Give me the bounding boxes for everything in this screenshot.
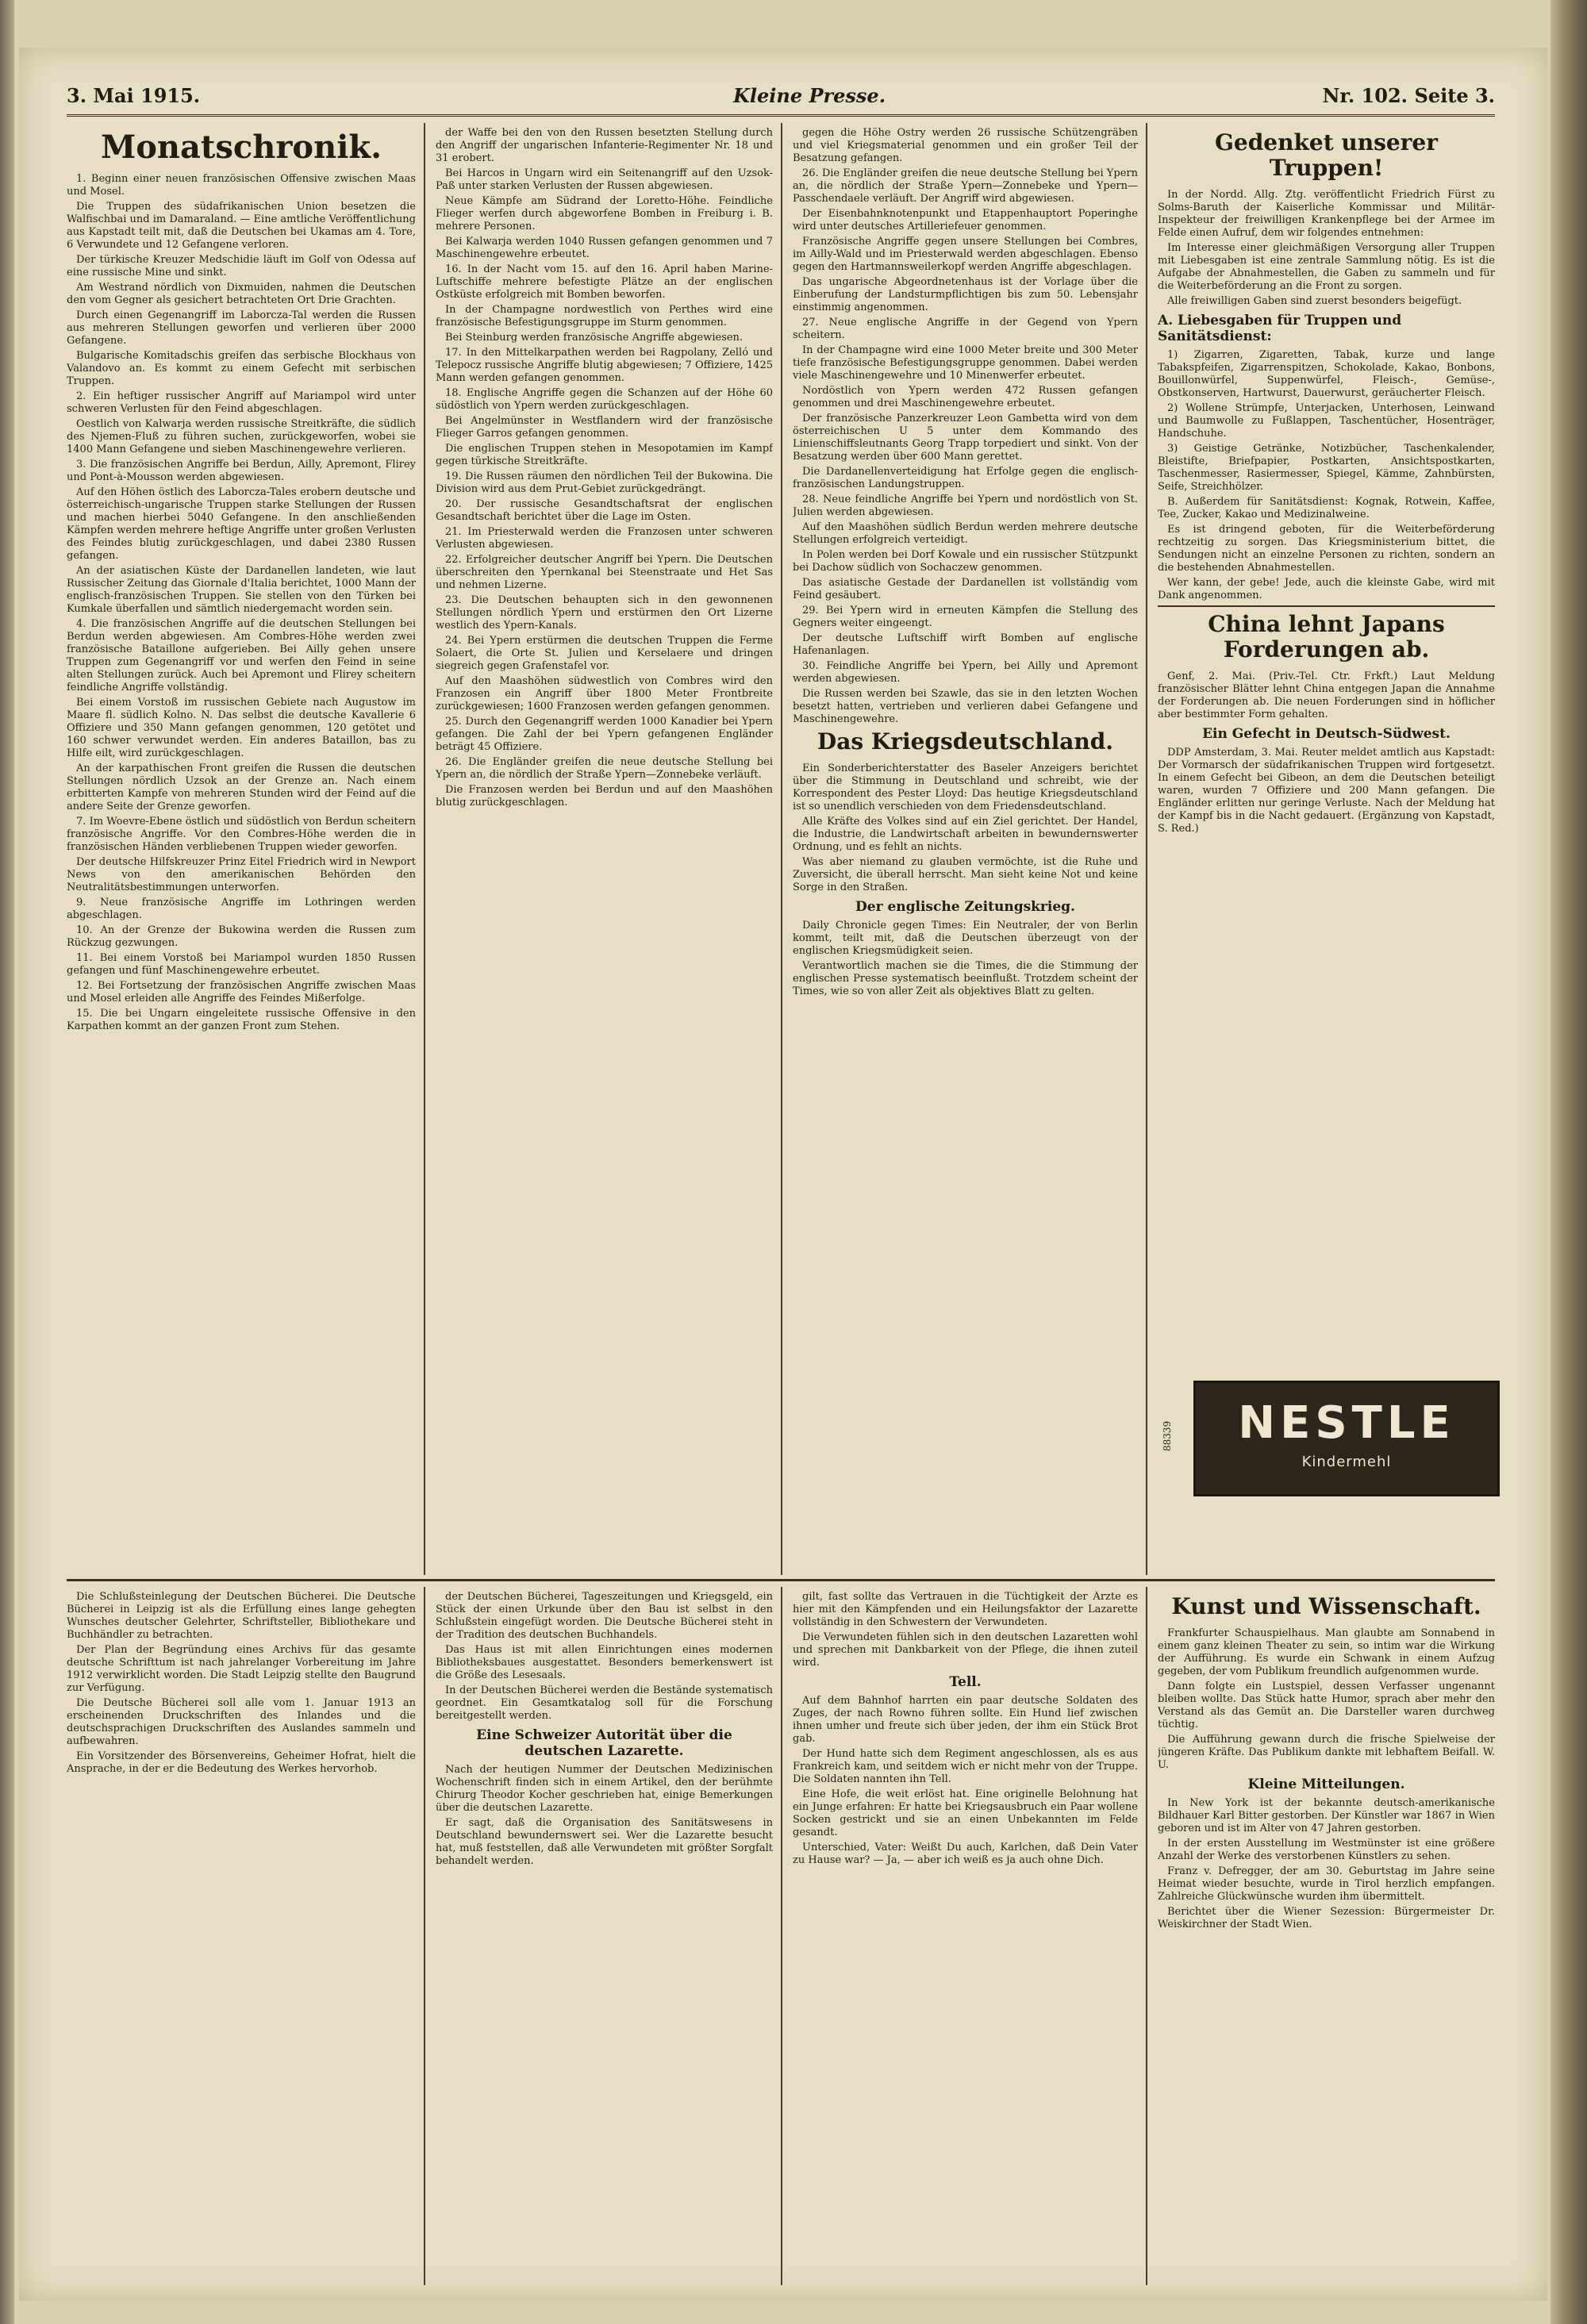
article-paragraph: Frankfurter Schauspielhaus. Man glaubte am Sonnabend in einem ganz kleinen Theater zu sein, so intim war die Wirkung der Aufführung. Es wurde ein Schwank in einem Aufzug gegeben, der vom Publikum freundlich aufgenommen wurde.: [1158, 1627, 1495, 1677]
chronik-paragraph: 23. Die Deutschen behaupten sich in den gewonnenen Stellungen nördlich Ypern und erstürmen den Ort Lizerne westlich des Ypern-Kanals.: [436, 594, 773, 632]
chronik-paragraph: Französische Angriffe gegen unsere Stellungen bei Combres, im Ailly-Wald und im Priesterwald werden abgeschlagen. Ebenso gegen den Hartmannsweilerkopf werden Angriffe abgeschlagen.: [793, 236, 1138, 273]
chronik-paragraph: Das ungarische Abgeordnetenhaus ist der Vorlage über die Einberufung der Landsturmpflichtigen bis zum 50. Lebensjahr einstimmig angenommen.: [793, 276, 1138, 313]
article-paragraph: Daily Chronicle gegen Times: Ein Neutraler, der von Berlin kommt, teilt mit, daß die Deutschen überzeugt von der englischen Kriegsmüdigkeit seien.: [793, 920, 1138, 957]
article-paragraph: Auf dem Bahnhof harrten ein paar deutsche Soldaten des Zuges, der nach Rowno führen sollte. Ein Hund lief zwischen ihnen umher und freute sich über jeden, der ihm ein Stück Brot gab.: [793, 1695, 1138, 1745]
chronik-paragraph: 27. Neue englische Angriffe in der Gegend von Ypern scheitern.: [793, 317, 1138, 341]
liebesgaben-list-title: A. Liebesgaben für Truppen und Sanitätsdienst:: [1158, 313, 1402, 344]
chronik-paragraph: Der deutsche Luftschiff wirft Bomben auf englische Hafenanlagen.: [793, 632, 1138, 657]
article-paragraph: Eine Hofe, die weit erlöst hat. Eine originelle Belohnung hat ein Junge erfahren: Er hatte bei Kriegsausbruch ein Paar wollene Socken gestrickt und sie an einen Unbekannten im Felde gesandt.: [793, 1788, 1138, 1838]
china-headline: China lehnt Japans Forderungen ab.: [1158, 605, 1495, 663]
chronik-paragraph: Die englischen Truppen stehen in Mesopotamien im Kampf gegen türkische Streitkräfte.: [436, 443, 773, 467]
zeitungskrieg-subtitle: Der englische Zeitungskrieg.: [855, 899, 1075, 915]
chronik-paragraph: 22. Erfolgreicher deutscher Angriff bei Ypern. Die Deutschen überschreiten den Ypernkanal bei Steenstraate und Het Sas und nehmen Lizerne.: [436, 554, 773, 591]
monatschronik-title: Monatschronik.: [100, 129, 382, 166]
article-paragraph: DDP Amsterdam, 3. Mai. Reuter meldet amtlich aus Kapstadt: Der Vormarsch der südafrikanischen Truppen wird fortgesetzt. In einem Gefecht bei Gibeon, an dem die Deutschen beteiligt waren, wurden 7 Offiziere und 200 Mann gefangen. Die Engländer erlitten nur geringe Verluste. Nach der Meldung hat der Kampf bis in die Nacht gedauert. (Ergänzung von Kapstadt, S. Red.): [1158, 747, 1495, 835]
chronik-paragraph: 12. Bei Fortsetzung der französischen Angriffe zwischen Maas und Mosel erleiden alle Angriffe des Feindes Mißerfolge.: [67, 980, 416, 1005]
book-binding-left: [0, 0, 14, 2324]
article-paragraph: Er sagt, daß die Organisation des Sanitätswesens in Deutschland bewundernswert sei. Wer die Lazarette besucht hat, muß feststellen, daß alle Verwundeten mit größter Sorgfalt behandelt werden.: [436, 1817, 773, 1867]
chronik-paragraph: Auf den Höhen östlich des Laborcza-Tales erobern deutsche und österreichisch-ungarische Truppen starke Stellungen der Russen und machen hierbei 5040 Gefangene. In den anschließenden Kämpfen werden mehrere heftige Angriffe unter großen Verlusten des Feindes blutig zurückgeschlagen, und dabei 2380 Russen gefangen.: [67, 486, 416, 562]
chronik-paragraph: Der türkische Kreuzer Medschidie läuft im Golf von Odessa auf eine russische Mine und sinkt.: [67, 254, 416, 278]
lazarette-headline: Eine Schweizer Autorität über die deutschen Lazarette.: [476, 1727, 732, 1759]
list-item: B. Außerdem für Sanitätsdienst: Kognak, Rotwein, Kaffee, Tee, Zucker, Kakao und Medizinalweine.: [1158, 496, 1495, 520]
chronik-paragraph: 1. Beginn einer neuen französischen Offensive zwischen Maas und Mosel.: [67, 173, 416, 198]
header-paper-name: Kleine Presse.: [733, 84, 886, 107]
chronik-paragraph: gegen die Höhe Ostry werden 26 russische Schützengräben und viel Kriegsmaterial genommen und ein großer Teil der Besatzung gefangen.: [793, 127, 1138, 164]
article-paragraph: Dann folgte ein Lustspiel, dessen Verfasser ungenannt bleiben wollte. Das Stück hatte Humor, sprach aber mehr den Verstand als das Gemüt an. Die Darsteller waren durchweg tüchtig.: [1158, 1681, 1495, 1731]
gedenket-title: Gedenket unserer Truppen!: [1215, 129, 1438, 181]
kriegsdeutschland-title: Das Kriegsdeutschland.: [817, 728, 1114, 755]
nestle-advertisement: [1193, 1381, 1500, 1496]
article-paragraph: Ein Vorsitzender des Börsenvereins, Geheimer Hofrat, hielt die Ansprache, in der er die Bedeutung des Werkes hervorhob.: [67, 1750, 416, 1775]
column-rule: [781, 123, 782, 1575]
column-rule: [781, 1587, 782, 2285]
chronik-paragraph: 30. Feindliche Angriffe bei Ypern, bei Ailly und Apremont werden abgewiesen.: [793, 660, 1138, 685]
chronik-paragraph: 26. Die Engländer greifen die neue deutsche Stellung bei Ypern an, die nördlich der Straße Ypern—Zonnebeke verläuft.: [436, 756, 773, 781]
article-paragraph: Im Interesse einer gleichmäßigen Versorgung aller Truppen mit Liebesgaben ist eine zentrale Sammlung nötig. Es ist die Aufgabe der Abnahmestellen, die Gaben zu sammeln und für die Weiterbeförderung an die Front zu sorgen.: [1158, 242, 1495, 292]
tell-subtitle: Tell.: [949, 1674, 982, 1690]
chronik-paragraph: der Waffe bei den von den Russen besetzten Stellung durch den Angriff der ungarischen Infanterie-Regimenter Nr. 18 und 31 erobert.: [436, 127, 773, 164]
column-tell: [793, 1591, 1138, 2281]
article-paragraph: Alle Kräfte des Volkes sind auf ein Ziel gerichtet. Der Handel, die Industrie, die Landwirtschaft arbeiten in bewundernswerter Ordnung, und es fehlt an nichts.: [793, 816, 1138, 853]
column-rule: [424, 123, 425, 1575]
chronik-paragraph: 25. Durch den Gegenangriff werden 1000 Kanadier bei Ypern gefangen. Die Zahl der bei Ypern gefangenen Engländer beträgt 45 Offiziere.: [436, 716, 773, 753]
chronik-paragraph: 20. Der russische Gesandtschaftsrat der englischen Gesandtschaft berichtet über die Lage im Osten.: [436, 498, 773, 523]
chronik-paragraph: 19. Die Russen räumen den nördlichen Teil der Bukowina. Die Division wird aus dem Prut-Gebiet zurückgedrängt.: [436, 471, 773, 495]
chronik-paragraph: 29. Bei Ypern wird in erneuten Kämpfen die Stellung des Gegners weiter eingeengt.: [793, 605, 1138, 629]
chronik-paragraph: 9. Neue französische Angriffe im Lothringen werden abgeschlagen.: [67, 897, 416, 921]
column-gedenket: [1158, 127, 1495, 1365]
chronik-paragraph: Der Eisenbahnknotenpunkt und Etappenhauptort Poperinghe wird unter deutsches Artilleriefeuer genommen.: [793, 208, 1138, 232]
chronik-paragraph: In Polen werden bei Dorf Kowale und ein russischer Stützpunkt bei Dachow südlich von Sochaczew genommen.: [793, 549, 1138, 574]
chronik-paragraph: Die Dardanellenverteidigung hat Erfolge gegen die englisch-französischen Landungstruppen.: [793, 466, 1138, 490]
chronik-paragraph: 3. Die französischen Angriffe bei Berdun, Ailly, Apremont, Flirey und Pont-à-Mousson werden abgewiesen.: [67, 459, 416, 483]
column-rule: [1146, 1587, 1147, 2285]
chronik-paragraph: Der französische Panzerkreuzer Leon Gambetta wird von dem österreichischen U 5 unter dem Kommando des Linienschiffsleutnants Georg Trapp torpediert und sinkt. Von der Besatzung werden über 600 Mann gerettet.: [793, 413, 1138, 463]
article-paragraph: Das Haus ist mit allen Einrichtungen eines modernen Bibliotheksbaues ausgestattet. Besonders bemerkenswert ist die Größe des Lesesaals.: [436, 1644, 773, 1681]
chronik-paragraph: Oestlich von Kalwarja werden russische Streitkräfte, die südlich des Njemen-Fluß zu führen suchen, zurückgeworfen, wobei sie 1400 Mann Gefangene und sieben Maschinengewehre verlieren.: [67, 418, 416, 455]
chronik-paragraph: Neue Kämpfe am Südrand der Loretto-Höhe. Feindliche Flieger werfen durch abgeworfene Bomben in Freiburg i. B. mehrere Personen.: [436, 195, 773, 232]
chronik-paragraph: Die Truppen des südafrikanischen Union besetzen die Walfischbai und im Damaraland. — Eine amtliche Veröffentlichung aus Kapstadt teilt mit, daß die Deutschen bei Ukamas am 4. Tore, 6 Verwundete und 12 Gefangene verloren.: [67, 201, 416, 251]
column-chronik-kriegsdeutschland: [793, 127, 1138, 1571]
chronik-paragraph: 7. Im Woevre-Ebene östlich und südöstlich von Berdun scheitern französische Angriffe. Vor den Combres-Höhe werden die in französischen Händen verbliebenen Truppen wieder geworfen.: [67, 816, 416, 853]
column-rule: [424, 1587, 425, 2285]
chronik-paragraph: In der Champagne wird eine 1000 Meter breite und 300 Meter tiefe französische Befestigungsgruppe genommen. Dabei werden viele Maschinengewehre und 10 Minenwerfer erbeutet.: [793, 344, 1138, 382]
article-paragraph: gilt, fast sollte das Vertrauen in die Tüchtigkeit der Ärzte es hier mit den Kämpfenden und ein Heilungsfaktor der Lazarette vollständig in den Schwestern der Verwundeten.: [793, 1591, 1138, 1628]
chronik-paragraph: 24. Bei Ypern erstürmen die deutschen Truppen die Ferme Solaert, die Orte St. Julien und Kerselaere und dringen siegreich gegen Grafenstafel vor.: [436, 635, 773, 672]
article-paragraph: Die Verwundeten fühlen sich in den deutschen Lazaretten wohl und sprechen mit Dankbarkeit von der Pflege, die ihnen zuteil wird.: [793, 1631, 1138, 1669]
chronik-paragraph: 21. Im Priesterwald werden die Franzosen unter schweren Verlusten abgewiesen.: [436, 526, 773, 551]
article-paragraph: In der Nordd. Allg. Ztg. veröffentlicht Friedrich Fürst zu Solms-Baruth der Kaiserliche Kommissar und Militär-Inspekteur der freiwilligen Krankenpflege bei der Armee im Felde einen Aufruf, dem wir folgendes entnehmen:: [1158, 189, 1495, 239]
chronik-paragraph: Bulgarische Komitadschis greifen das serbische Blockhaus von Valandovo an. Es kommt zu einem Gefecht mit serbischen Truppen.: [67, 350, 416, 387]
chronik-paragraph: Bei Angelmünster in Westflandern wird der französische Flieger Garros gefangen genommen.: [436, 415, 773, 440]
list-item: 1) Zigarren, Zigaretten, Tabak, kurze und lange Tabakspfeifen, Zigarrenspitzen, Schokolade, Kakao, Bonbons, Bouillonwürfel, Suppenwürfel, Fleisch-, Gemüse-, Obstkonserven, Hartwurst, Dauerwurst, geräucherter Fleisch.: [1158, 349, 1495, 399]
kunst-headline: Kunst und Wissenschaft.: [1171, 1593, 1481, 1619]
chronik-paragraph: Nordöstlich von Ypern werden 472 Russen gefangen genommen und drei Maschinengewehre erbeutet.: [793, 385, 1138, 409]
article-paragraph: Ein Sonderberichterstatter des Baseler Anzeigers berichtet über die Stimmung in Deutschland und schreibt, wie der Korrespondent des Pester Lloyd: Das heutige Kriegsdeutschland ist so unendlich verschieden von dem Friedensdeutschland.: [793, 763, 1138, 812]
page-header: [67, 79, 1495, 117]
ad-code: 88339: [1162, 1420, 1173, 1452]
nestle-logo: NESTLE: [1238, 1397, 1455, 1449]
chronik-paragraph: Die Franzosen werden bei Berdun und auf den Maashöhen blutig zurückgeschlagen.: [436, 784, 773, 809]
chronik-paragraph: In der Champagne nordwestlich von Perthes wird eine französische Befestigungsgruppe im Sturm genommen.: [436, 304, 773, 328]
chronik-paragraph: Bei Steinburg werden französische Angriffe abgewiesen.: [445, 332, 744, 344]
chronik-paragraph: Das asiatische Gestade der Dardanellen ist vollständig vom Feind gesäubert.: [793, 577, 1138, 601]
chronik-paragraph: Bei Kalwarja werden 1040 Russen gefangen genommen und 7 Maschinengewehre erbeutet.: [436, 236, 773, 260]
list-item: 3) Geistige Getränke, Notizbücher, Taschenkalender, Bleistifte, Briefpapier, Postkarten, Ansichtspostkarten, Taschenmesser, Rasiermesser, Spiegel, Kämme, Zahnbürsten, Seife, Streichhölzer.: [1158, 443, 1495, 493]
article-paragraph: Die Aufführung gewann durch die frische Spielweise der jüngeren Kräfte. Das Publikum dankte mit lebhaftem Beifall. W. U.: [1158, 1734, 1495, 1771]
chronik-paragraph: 2. Ein heftiger russischer Angriff auf Mariampol wird unter schweren Verlusten für den Feind abgeschlagen.: [67, 390, 416, 415]
chronik-paragraph: Die Russen werden bei Szawle, das sie in den letzten Wochen besetzt hatten, vertrieben und verlieren dabei Gefangene und Maschinengewehre.: [793, 688, 1138, 725]
kleine-mitteilungen-subtitle: Kleine Mitteilungen.: [1247, 1777, 1405, 1792]
chronik-paragraph: Auf den Maashöhen südwestlich von Combres wird den Franzosen ein Angriff über 1800 Meter Frontbreite zurückgewiesen; 1600 Franzosen werden gefangen genommen.: [436, 675, 773, 713]
chronik-paragraph: Bei einem Vorstoß im russischen Gebiete nach Augustow im Maare fl. südlich Kolno. N. Das selbst die deutsche Kavallerie 6 Offiziere und 350 Mann gefangen genommen, 120 getötet und 160 schwer verwundet werden. Ein anderes Bataillon, bas zu Hilfe eilt, wird zurückgeschlagen.: [67, 697, 416, 759]
article-paragraph: der Deutschen Bücherei, Tageszeitungen und Kriegsgeld, ein Stück der einen Urkunde über den Bau ist selbst in den Schlußstein eingefügt worden. Die Deutsche Bücherei steht in der Tradition des deutschen Buchhandels.: [436, 1591, 773, 1641]
book-binding-right: [1550, 0, 1587, 2324]
header-date: 3. Mai 1915.: [67, 84, 201, 107]
column-chronik-continued: [436, 127, 773, 1571]
article-paragraph: Verantwortlich machen sie die Times, die die Stimmung der englischen Presse systematisch beeinflußt. Trotzdem scheint der Times, wie so von aller Zeit als objektives Blatt zu gelten.: [793, 960, 1138, 997]
article-paragraph: Was aber niemand zu glauben vermöchte, ist die Ruhe und Zuversicht, die überall herrscht. Man sieht keine Not und keine Sorge in den Straßen.: [793, 856, 1138, 893]
chronik-paragraph: Durch einen Gegenangriff im Laborcza-Tal werden die Russen aus mehreren Stellungen geworfen und verlieren über 2000 Gefangene.: [67, 309, 416, 347]
article-paragraph: Berichtet über die Wiener Sezession: Bürgermeister Dr. Weiskirchner der Stadt Wien.: [1158, 1906, 1495, 1930]
chronik-paragraph: Der deutsche Hilfskreuzer Prinz Eitel Friedrich wird in Newport News von den amerikanischen Behörden den Neutralitätsbestimmungen unterworfen.: [67, 856, 416, 893]
gefecht-headline: Ein Gefecht in Deutsch-Südwest.: [1202, 726, 1451, 742]
chronik-paragraph: 17. In den Mittelkarpathen werden bei Ragpolany, Zelló und Telepocz russische Angriffe blutig abgewiesen; 7 Offiziere, 1425 Mann werden gefangen genommen.: [436, 347, 773, 384]
chronik-paragraph: Bei Harcos in Ungarn wird ein Seitenangriff auf den Uzsok-Paß unter starken Verlusten der Russen abgewiesen.: [436, 167, 773, 192]
chronik-paragraph: An der karpathischen Front greifen die Russen die deutschen Stellungen nördlich Uzsok an der Grenze an. Nach einem erbitterten Kampfe von mehreren Stunden wird der Feind auf die andere Seite der Grenze geworfen.: [67, 763, 416, 812]
nestle-tagline: Kindermehl: [1301, 1454, 1392, 1470]
article-paragraph: Es ist dringend geboten, für die Weiterbeförderung rechtzeitig zu sorgen. Das Kriegsministerium bittet, die Sendungen nicht an einzelne Personen zu richten, sondern an die bestehenden Abnahmestellen.: [1158, 524, 1495, 574]
article-paragraph: In New York ist der bekannte deutsch-amerikanische Bildhauer Karl Bitter gestorben. Der Künstler war 1867 in Wien geboren und ist im Alter von 47 Jahren gestorben.: [1158, 1797, 1495, 1834]
column-kunst: [1158, 1591, 1495, 2281]
chronik-paragraph: Am Westrand nördlich von Dixmuiden, nahmen die Deutschen den vom Gegner als gesichert betrachteten Ort Drie Grachten.: [67, 282, 416, 306]
article-paragraph: Unterschied, Vater: Weißt Du auch, Karlchen, daß Dein Vater zu Hause war? — Ja, — aber ich weiß es ja auch ohne Dich.: [793, 1842, 1138, 1866]
article-paragraph: In der Deutschen Bücherei werden die Bestände systematisch geordnet. Ein Gesamtkatalog soll für die Forschung bereitgestellt werden.: [436, 1684, 773, 1722]
list-item: 2) Wollene Strümpfe, Unterjacken, Unterhosen, Leinwand und Baumwolle zu Fußlappen, Taschentücher, Hosenträger, Handschuhe.: [1158, 402, 1495, 440]
section-divider: [67, 1579, 1495, 1581]
column-monatschronik: [67, 127, 416, 1571]
column-rule: [1146, 123, 1147, 1575]
chronik-paragraph: 18. Englische Angriffe gegen die Schanzen auf der Höhe 60 südöstlich von Ypern werden zurückgeschlagen.: [436, 387, 773, 412]
chronik-paragraph: 10. An der Grenze der Bukowina werden die Russen zum Rückzug gezwungen.: [67, 924, 416, 949]
chronik-paragraph: 28. Neue feindliche Angriffe bei Ypern und nordöstlich von St. Julien werden abgewiesen.: [793, 494, 1138, 518]
column-deutsche-buecherei: [67, 1591, 416, 2281]
article-paragraph: Der Hund hatte sich dem Regiment angeschlossen, als es aus Frankreich kam, und seitdem wich er nicht mehr von der Truppe. Die Soldaten nannten ihn Tell.: [793, 1748, 1138, 1785]
header-page-number: Seite 3.: [1414, 84, 1495, 107]
chronik-paragraph: An der asiatischen Küste der Dardanellen landeten, wie laut Russischer Zeitung das Giornale d'Italia berichtet, 1000 Mann der englisch-französischen Truppen. Sie stellen von den Türken bei Kumkale überfallen und sämtlich niedergemacht worden sein.: [67, 565, 416, 615]
article-paragraph: Der Plan der Begründung eines Archivs für das gesamte deutsche Schrifttum ist nach jahrelanger Vorbereitung im Jahre 1912 verwirklicht worden. Die Stadt Leipzig stellte den Baugrund zur Verfügung.: [67, 1644, 416, 1694]
chronik-paragraph: 15. Die bei Ungarn eingeleitete russische Offensive in den Karpathen kommt an der ganzen Front zum Stehen.: [67, 1008, 416, 1032]
article-paragraph: Alle freiwilligen Gaben sind zuerst besonders beigefügt.: [1167, 295, 1462, 307]
column-lazarette: [436, 1591, 773, 2281]
article-paragraph: Franz v. Defregger, der am 30. Geburtstag im Jahre seine Heimat wieder besuchte, wurde in Tirol herzlich empfangen. Zahlreiche Glückwünsche wurden ihm übermittelt.: [1158, 1865, 1495, 1903]
article-paragraph: Genf, 2. Mai. (Priv.-Tel. Ctr. Frkft.) Laut Meldung französischer Blätter lehnt China entgegen Japan die Annahme der Forderungen ab. Die neuen Forderungen sind in höflicher aber bestimmter Form gehalten.: [1158, 670, 1495, 720]
newspaper-page: [19, 48, 1547, 2301]
chronik-paragraph: 16. In der Nacht vom 15. auf den 16. April haben Marine-Luftschiffe mehrere befestigte Plätze an der englischen Ostküste erfolgreich mit Bomben beworfen.: [436, 263, 773, 301]
article-paragraph: Nach der heutigen Nummer der Deutschen Medizinischen Wochenschrift finden sich in einem Artikel, den der berühmte Chirurg Theodor Kocher geschrieben hat, einige Bemerkungen über die deutschen Lazarette.: [436, 1764, 773, 1814]
article-paragraph: Die Deutsche Bücherei soll alle vom 1. Januar 1913 an erscheinenden Druckschriften des Inlandes und die deutschsprachigen Druckschriften des Auslandes sammeln und aufbewahren.: [67, 1697, 416, 1747]
chronik-paragraph: 26. Die Engländer greifen die neue deutsche Stellung bei Ypern an, die nördlich der Straße Ypern—Zonnebeke und Ypern—Passchendaele verläuft. Der Angriff wird abgewiesen.: [793, 167, 1138, 205]
chronik-paragraph: 11. Bei einem Vorstoß bei Mariampol wurden 1850 Russen gefangen und fünf Maschinengewehre erbeutet.: [67, 952, 416, 977]
header-issue-number: Nr. 102.: [1322, 84, 1408, 107]
article-paragraph: In der ersten Ausstellung im Westmünster ist eine größere Anzahl der Werke des verstorbenen Künstlers zu sehen.: [1158, 1838, 1495, 1862]
article-paragraph: Die Schlußsteinlegung der Deutschen Bücherei. Die Deutsche Bücherei in Leipzig ist als die Erfüllung eines lange gehegten Wunsches deutscher Gelehrter, Schriftsteller, Bibliothekare und Buchhändler zu betrachten.: [67, 1591, 416, 1641]
chronik-paragraph: Auf den Maashöhen südlich Berdun werden mehrere deutsche Stellungen erfolgreich verteidigt.: [793, 521, 1138, 546]
article-paragraph: Wer kann, der gebe! Jede, auch die kleinste Gabe, wird mit Dank angenommen.: [1158, 577, 1495, 601]
chronik-paragraph: 4. Die französischen Angriffe auf die deutschen Stellungen bei Berdun werden abgewiesen. Am Combres-Höhe werden zwei französische Bataillone aufgerieben. Bei Ailly gehen unsere Truppen zum Gegenangriff vor und werfen den Feind in seine alten Stellungen zurück. Auch bei Apremont und Flirey scheitern feindliche Angriffe vollständig.: [67, 618, 416, 693]
